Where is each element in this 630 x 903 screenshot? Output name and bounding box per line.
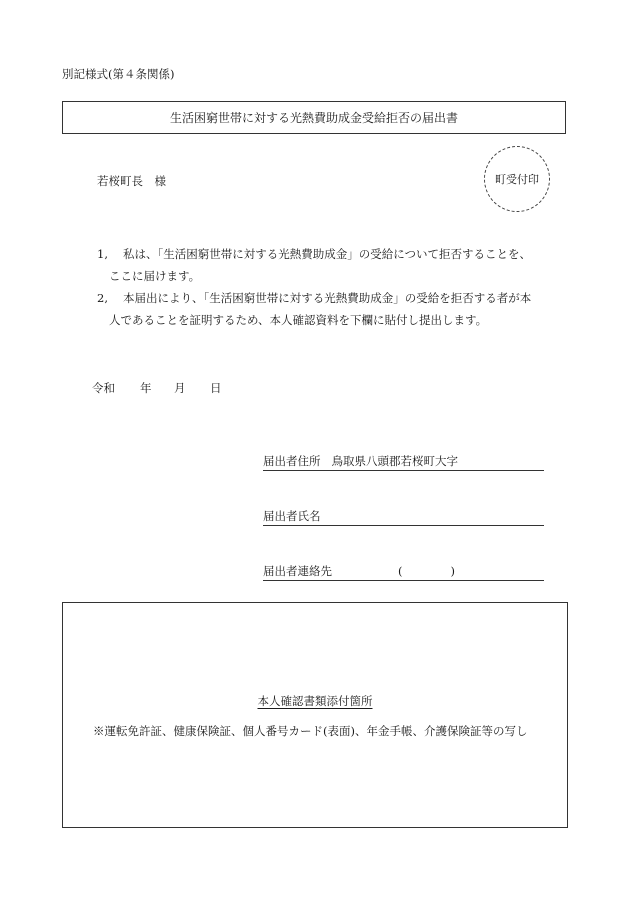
paragraph-1-line-2: ここに届けます。 <box>109 269 201 283</box>
address-label: 届出者住所 <box>263 454 321 468</box>
contact-field[interactable] <box>263 563 544 581</box>
contact-paren-open: ( <box>398 564 403 578</box>
attachment-note: ※運転免許証、健康保険証、個人番号カード(表面)、年金手帳、介護保険証等の写し <box>93 724 528 738</box>
reception-stamp-area <box>484 146 550 212</box>
date-era: 令和 <box>92 381 115 395</box>
paragraph-2-line-1 <box>97 287 531 309</box>
paragraph-2-line-2: 人であることを証明するため、本人確認資料を下欄に貼付し提出します。 <box>109 313 488 327</box>
form-label: 別記様式(第４条関係) <box>62 67 175 81</box>
attachment-title-wrap <box>63 693 567 709</box>
contact-paren-close: ) <box>450 564 455 578</box>
paragraph-1-text: 私は、「生活困窮世帯に対する光熱費助成金」の受給について拒否することを、 <box>123 247 532 261</box>
paragraph-1-number: 1, <box>97 247 108 261</box>
attachment-title: 本人確認書類添付箇所 <box>257 694 373 708</box>
stamp-label: 町受付印 <box>495 173 539 186</box>
document-title-box <box>62 101 566 134</box>
paragraph-2-number: 2, <box>97 291 108 305</box>
addressee: 若桜町長 様 <box>97 174 166 188</box>
name-label: 届出者氏名 <box>263 509 321 523</box>
contact-label: 届出者連絡先 <box>263 564 332 578</box>
name-field[interactable] <box>263 508 544 526</box>
paragraph-1 <box>97 243 531 287</box>
paragraph-1-line-1 <box>97 243 531 265</box>
paragraph-2-text: 本届出により、「生活困窮世帯に対する光熱費助成金」の受給を拒否する者が本 <box>123 291 532 305</box>
date-row <box>92 380 222 396</box>
date-month: 月 <box>174 381 186 395</box>
date-year: 年 <box>140 381 152 395</box>
address-field[interactable] <box>263 453 544 471</box>
document-title: 生活困窮世帯に対する光熱費助成金受給拒否の届出書 <box>169 111 458 125</box>
address-value: 鳥取県八頭郡若桜町大字 <box>331 454 458 468</box>
date-day: 日 <box>210 381 222 395</box>
paragraph-2 <box>97 287 531 331</box>
id-document-attachment-area <box>62 602 568 828</box>
